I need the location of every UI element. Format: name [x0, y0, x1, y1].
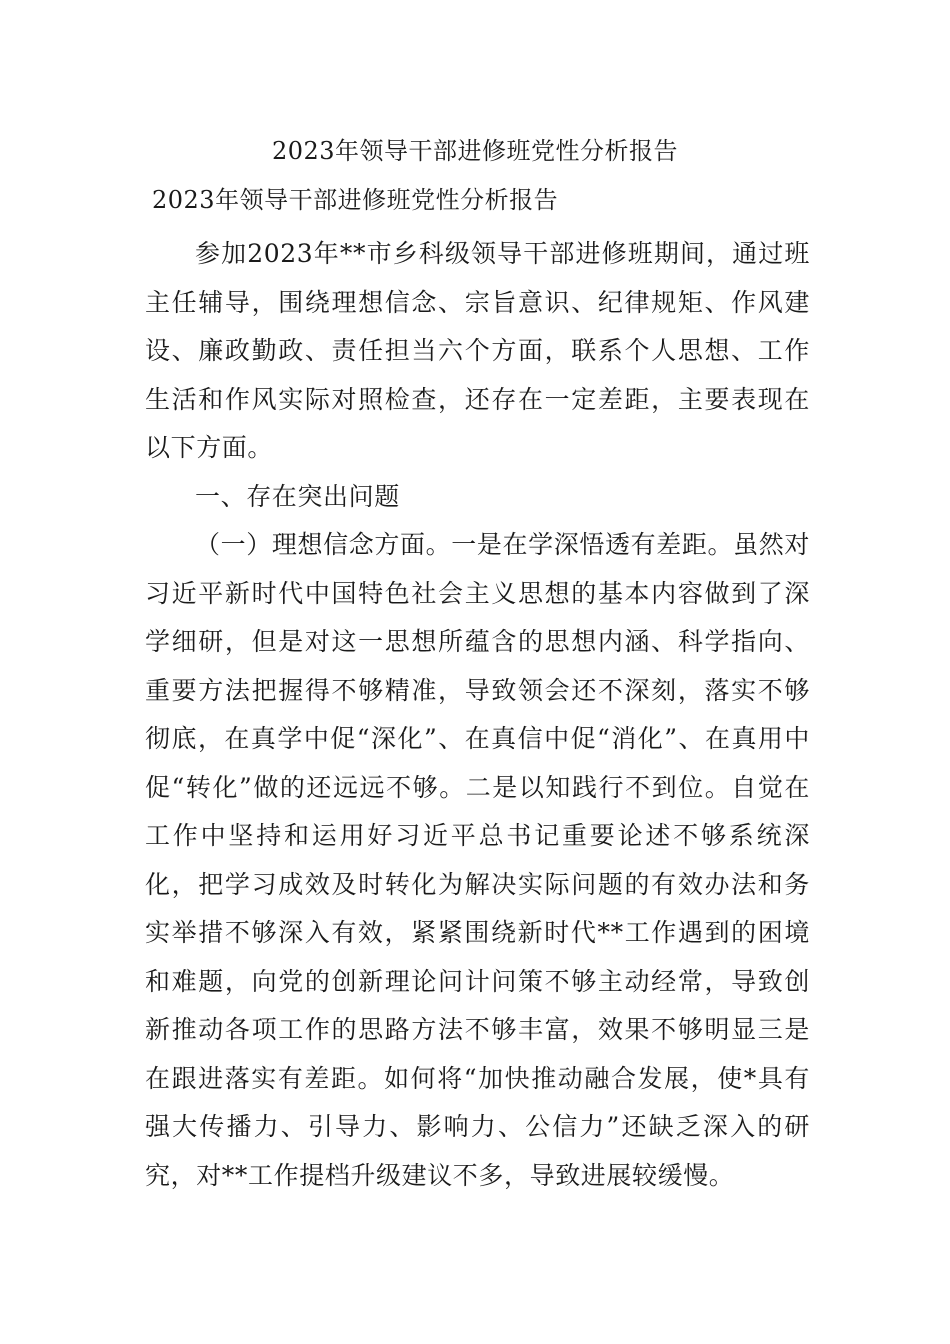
section-paragraph: （一）理想信念方面。一是在学深悟透有差距。虽然对习近平新时代中国特色社会主义思想的基本内容做到了深学细研，但是对这一思想所蕴含的思想内涵、科学指向、重要方法把握得不够精准，导致领会还不深刻，落实不够彻底，在真学中促“深化”、在真信中促“消化”、在真用中促“转化”做的还远远不够。二是以知践行不到位。自觉在工作中坚持和运用好习近平总书记重要论述不够系统深化，把学习成效及时转化为解决实际问题的有效办法和务实举措不够深入有效，紧紧围绕新时代**工作遇到的困境和难题，向党的创新理论问计问策不够主动经常，导致创新推动各项工作的思路方法不够丰富，效果不够明显三是在跟进落实有差距。如何将“加快推动融合发展，使*具有强大传播力、引导力、影响力、公信力”还缺乏深入的研究，对**工作提档升级建议不多，导致进展较缓慢。 — [145, 530, 810, 1190]
document-body — [145, 230, 810, 1200]
document-subtitle: 2023年领导干部进修班党性分析报告 — [152, 186, 559, 214]
section-heading: 一、存在突出问题 — [195, 481, 400, 511]
intro-paragraph: 参加2023年**市乡科级领导干部进修班期间，通过班主任辅导，围绕理想信念、宗旨意识、纪律规矩、作风建设、廉政勤政、责任担当六个方面，联系个人思想、工作生活和作风实际对照检查，还存在一定差距，主要表现在以下方面。 — [145, 239, 810, 462]
document-title: 2023年领导干部进修班党性分析报告 — [271, 137, 679, 165]
